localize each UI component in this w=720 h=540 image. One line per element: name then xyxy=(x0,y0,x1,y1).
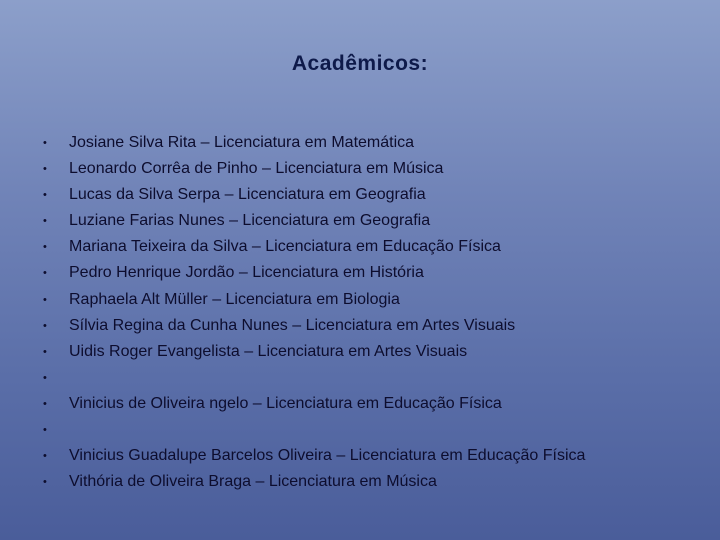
bullet-icon: • xyxy=(43,476,47,489)
bullet-icon: • xyxy=(43,137,47,149)
list-item xyxy=(40,260,585,286)
list-item-text: Vinicius de Oliveira ngelo – Licenciatura em Educação Física xyxy=(69,394,502,412)
bullet-icon: • xyxy=(43,371,47,384)
list-item xyxy=(40,443,585,469)
list-item xyxy=(40,287,585,313)
bullet-icon: • xyxy=(43,397,47,410)
bullet-icon: • xyxy=(43,293,47,306)
list-item xyxy=(40,130,585,156)
list-item xyxy=(40,313,585,339)
bullet-icon: • xyxy=(43,450,47,463)
bullet-icon: • xyxy=(43,241,47,254)
academics-list xyxy=(40,130,585,495)
list-item-text: Leonardo Corrêa de Pinho – Licenciatura em Música xyxy=(69,160,444,178)
bullet-icon: • xyxy=(43,215,47,228)
bullet-icon: • xyxy=(43,163,47,176)
list-item-text: Josiane Silva Rita – Licenciatura em Matemática xyxy=(69,134,415,151)
list-item-text: Lucas da Silva Serpa – Licenciatura em Geografia xyxy=(69,186,426,204)
list-item xyxy=(40,469,585,495)
list-item xyxy=(40,208,585,234)
bullet-icon: • xyxy=(43,424,47,437)
list-item-text: Luziane Farias Nunes – Licenciatura em Geografia xyxy=(69,212,431,230)
list-item xyxy=(40,234,585,260)
list-item-text: Raphaela Alt Müller – Licenciatura em Biologia xyxy=(69,290,400,308)
bullet-icon: • xyxy=(43,319,47,332)
list-item xyxy=(40,391,585,417)
bullet-icon: • xyxy=(43,267,47,280)
list-item xyxy=(40,156,585,182)
list-item-text: Mariana Teixeira da Silva – Licenciatura em Educação Física xyxy=(69,238,501,256)
list-item-text: Sílvia Regina da Cunha Nunes – Licenciatura em Artes Visuais xyxy=(69,316,516,334)
list-item-text: Vinicius Guadalupe Barcelos Oliveira – Licenciatura em Educação Física xyxy=(69,447,586,465)
bullet-icon: • xyxy=(43,345,47,358)
bullet-icon: • xyxy=(43,189,47,202)
list-item-text: Pedro Henrique Jordão – Licenciatura em História xyxy=(69,264,424,282)
list-item xyxy=(40,417,585,443)
list-item xyxy=(40,182,585,208)
list-item xyxy=(40,339,585,365)
list-item xyxy=(40,365,585,391)
slide-title: Acadêmicos: xyxy=(291,52,429,75)
list-item-text: Uidis Roger Evangelista – Licenciatura em Artes Visuais xyxy=(69,342,468,360)
list-item-text: Vithória de Oliveira Braga – Licenciatura em Música xyxy=(69,473,437,491)
